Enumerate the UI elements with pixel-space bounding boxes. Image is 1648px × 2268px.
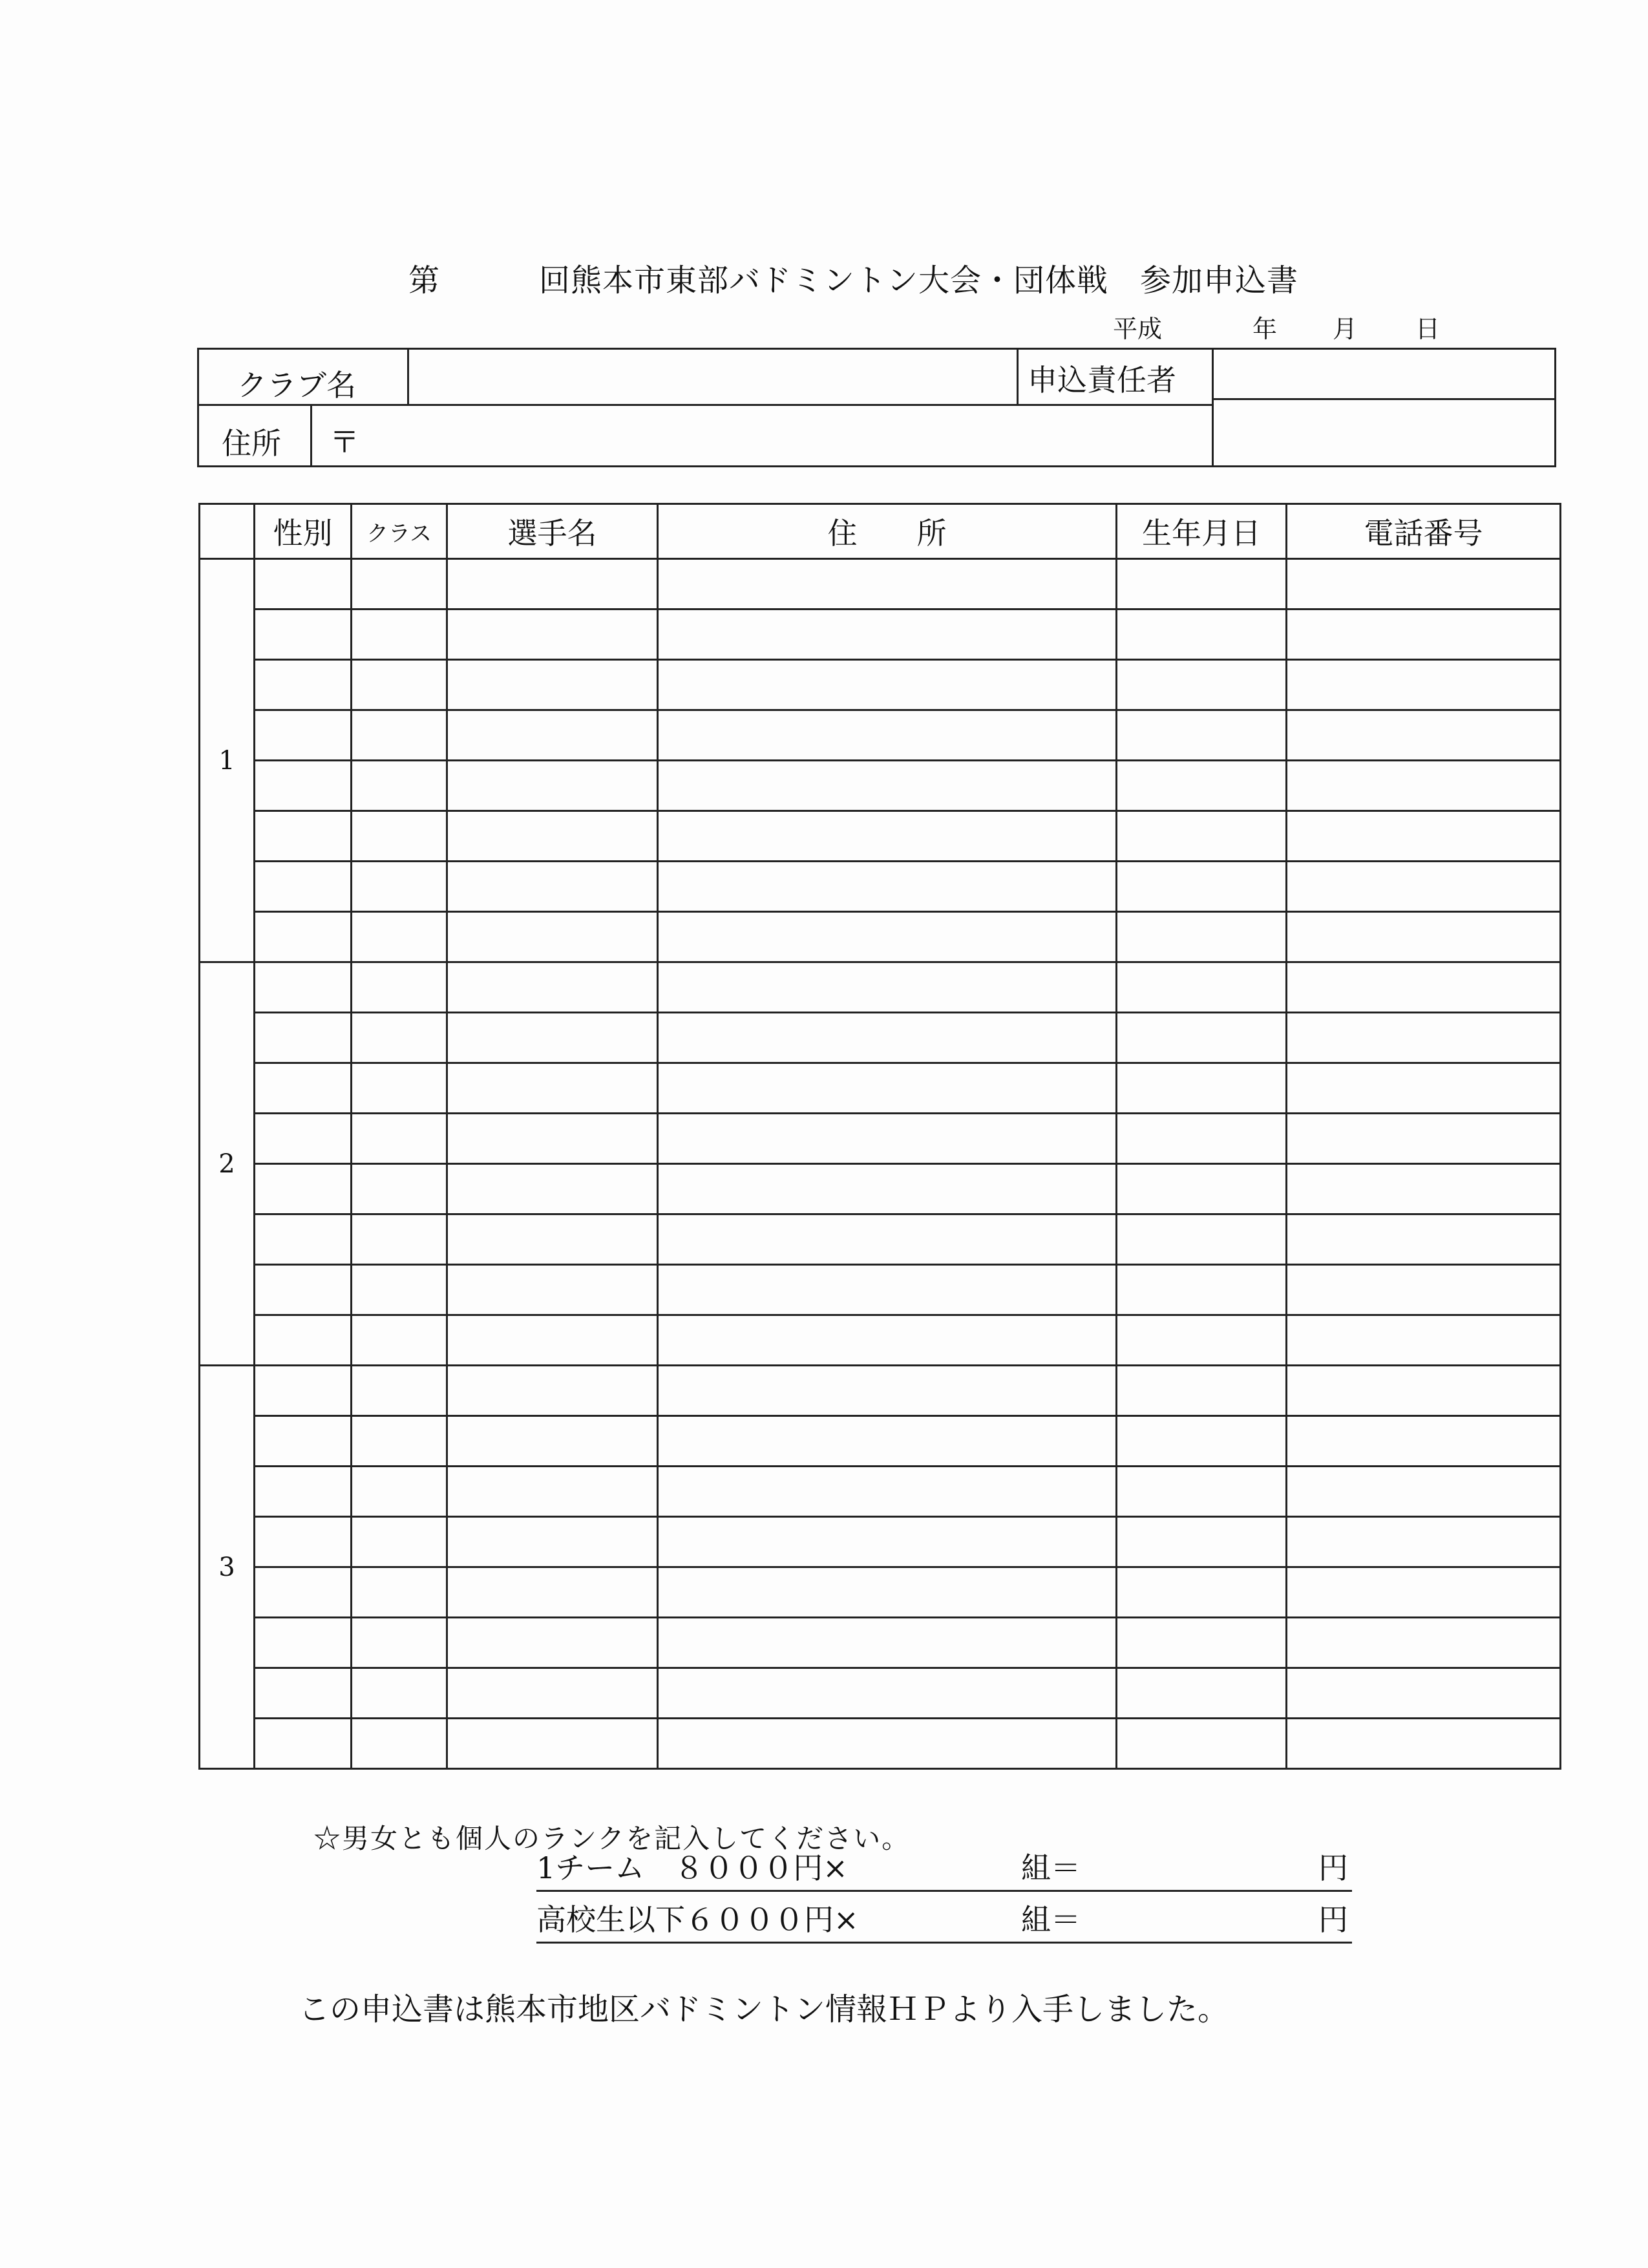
- table-row: [200, 1719, 1561, 1769]
- gender-cell[interactable]: [255, 609, 352, 660]
- header-phone: 電話番号: [1287, 504, 1561, 559]
- player-name-cell[interactable]: [447, 862, 658, 912]
- phone-cell[interactable]: [1287, 1366, 1561, 1416]
- gender-cell[interactable]: [255, 1013, 352, 1063]
- gender-cell[interactable]: [255, 761, 352, 811]
- rank-note: ☆男女とも個人のランクを記入してください。: [313, 1823, 911, 1854]
- class-cell[interactable]: [352, 1114, 447, 1164]
- gender-cell[interactable]: [255, 1467, 352, 1517]
- address-cell[interactable]: [658, 1467, 1117, 1517]
- player-name-cell[interactable]: [447, 1265, 658, 1315]
- phone-cell[interactable]: [1287, 1719, 1561, 1769]
- phone-cell[interactable]: [1287, 1265, 1561, 1315]
- gender-cell[interactable]: [255, 1567, 352, 1618]
- fee-highschool-currency: 円: [1318, 1902, 1348, 1937]
- birthdate-cell[interactable]: [1117, 710, 1287, 761]
- class-cell[interactable]: [352, 1214, 447, 1265]
- birthdate-cell[interactable]: [1117, 1063, 1287, 1114]
- phone-cell[interactable]: [1287, 1164, 1561, 1214]
- address-cell[interactable]: [658, 1214, 1117, 1265]
- table-row: [200, 559, 1561, 609]
- class-cell[interactable]: [352, 1618, 447, 1668]
- player-name-cell[interactable]: [447, 1567, 658, 1618]
- address-cell[interactable]: [658, 1164, 1117, 1214]
- player-name-cell[interactable]: [447, 1719, 658, 1769]
- birthdate-cell[interactable]: [1117, 811, 1287, 862]
- phone-cell[interactable]: [1287, 1114, 1561, 1164]
- phone-cell[interactable]: [1287, 609, 1561, 660]
- postal-mark: 〒: [330, 425, 359, 460]
- birthdate-cell[interactable]: [1117, 962, 1287, 1013]
- player-name-cell[interactable]: [447, 1416, 658, 1467]
- table-row: [200, 962, 1561, 1013]
- phone-cell[interactable]: [1287, 1567, 1561, 1618]
- fee-team-currency: 円: [1318, 1850, 1348, 1885]
- address-cell[interactable]: [658, 912, 1117, 962]
- birthdate-cell[interactable]: [1117, 1214, 1287, 1265]
- class-cell[interactable]: [352, 1265, 447, 1315]
- address-cell[interactable]: [658, 1618, 1117, 1668]
- phone-cell[interactable]: [1287, 1214, 1561, 1265]
- table-row: [200, 1366, 1561, 1416]
- phone-cell[interactable]: [1287, 710, 1561, 761]
- address-cell[interactable]: [658, 1013, 1117, 1063]
- player-name-cell[interactable]: [447, 811, 658, 862]
- player-name-cell[interactable]: [447, 912, 658, 962]
- class-cell[interactable]: [352, 1063, 447, 1114]
- player-name-cell[interactable]: [447, 559, 658, 609]
- birthdate-cell[interactable]: [1117, 761, 1287, 811]
- class-cell[interactable]: [352, 912, 447, 962]
- player-name-cell[interactable]: [447, 1063, 658, 1114]
- birthdate-cell[interactable]: [1117, 559, 1287, 609]
- header-class: クラス: [352, 504, 447, 559]
- club-info-box: [197, 348, 1556, 467]
- table-row: [200, 1315, 1561, 1366]
- player-name-cell[interactable]: [447, 1164, 658, 1214]
- phone-cell[interactable]: [1287, 559, 1561, 609]
- gender-cell[interactable]: [255, 559, 352, 609]
- gender-cell[interactable]: [255, 1366, 352, 1416]
- table-row: [200, 710, 1561, 761]
- address-cell[interactable]: [658, 811, 1117, 862]
- gender-cell[interactable]: [255, 1719, 352, 1769]
- player-name-cell[interactable]: [447, 962, 658, 1013]
- header-player-name: 選手名: [447, 504, 658, 559]
- class-cell[interactable]: [352, 1013, 447, 1063]
- class-cell[interactable]: [352, 1719, 447, 1769]
- phone-cell[interactable]: [1287, 1315, 1561, 1366]
- birthdate-cell[interactable]: [1117, 862, 1287, 912]
- phone-cell[interactable]: [1287, 1063, 1561, 1114]
- phone-cell[interactable]: [1287, 1618, 1561, 1668]
- table-row: [200, 1618, 1561, 1668]
- address-cell[interactable]: [658, 1567, 1117, 1618]
- gender-cell[interactable]: [255, 1517, 352, 1567]
- date-era: 平成: [1113, 315, 1163, 343]
- applicant-divider: [1212, 348, 1214, 467]
- table-row: [200, 862, 1561, 912]
- class-cell[interactable]: [352, 710, 447, 761]
- birthdate-cell[interactable]: [1117, 1517, 1287, 1567]
- header-team: [200, 504, 255, 559]
- header-birthdate: 生年月日: [1117, 504, 1287, 559]
- phone-cell[interactable]: [1287, 862, 1561, 912]
- address-cell[interactable]: [658, 1719, 1117, 1769]
- team-number-cell: 1: [200, 559, 255, 962]
- club-info-border: [197, 348, 1556, 467]
- phone-cell[interactable]: [1287, 962, 1561, 1013]
- gender-cell[interactable]: [255, 1315, 352, 1366]
- player-name-cell[interactable]: [447, 1668, 658, 1719]
- class-cell[interactable]: [352, 660, 447, 710]
- date-line: [0, 309, 1648, 348]
- applicant-label: 申込責任者: [1028, 363, 1176, 397]
- phone-cell[interactable]: [1287, 811, 1561, 862]
- player-name-cell[interactable]: [447, 1013, 658, 1063]
- gender-cell[interactable]: [255, 1668, 352, 1719]
- table-header-row: [200, 504, 1561, 559]
- table-row: [200, 609, 1561, 660]
- fee-highschool-item: 高校生以下６０００円×: [536, 1902, 859, 1937]
- gender-cell[interactable]: [255, 1063, 352, 1114]
- address-cell[interactable]: [658, 862, 1117, 912]
- table-row: [200, 1517, 1561, 1567]
- gender-cell[interactable]: [255, 912, 352, 962]
- birthdate-cell[interactable]: [1117, 1416, 1287, 1467]
- player-name-cell[interactable]: [447, 710, 658, 761]
- birthdate-cell[interactable]: [1117, 1467, 1287, 1517]
- footer-note: この申込書は熊本市地区バドミントン情報ＨＰより入手しました。: [299, 1991, 1229, 2028]
- class-cell[interactable]: [352, 862, 447, 912]
- address-cell[interactable]: [658, 1063, 1117, 1114]
- birthdate-cell[interactable]: [1117, 1618, 1287, 1668]
- birthdate-cell[interactable]: [1117, 1719, 1287, 1769]
- birthdate-cell[interactable]: [1117, 1567, 1287, 1618]
- table-row: [200, 1214, 1561, 1265]
- address-cell[interactable]: [658, 710, 1117, 761]
- birthdate-cell[interactable]: [1117, 1265, 1287, 1315]
- table-row: [200, 1416, 1561, 1467]
- class-cell[interactable]: [352, 761, 447, 811]
- date-month[interactable]: 月: [1333, 315, 1358, 343]
- team-number-cell: 2: [200, 962, 255, 1366]
- class-cell[interactable]: [352, 1567, 447, 1618]
- class-cell[interactable]: [352, 1467, 447, 1517]
- birthdate-cell[interactable]: [1117, 609, 1287, 660]
- class-cell[interactable]: [352, 962, 447, 1013]
- club-name-divider: [1017, 348, 1019, 404]
- player-name-cell[interactable]: [447, 761, 658, 811]
- player-name-cell[interactable]: [447, 1366, 658, 1416]
- player-name-cell[interactable]: [447, 1467, 658, 1517]
- birthdate-cell[interactable]: [1117, 1164, 1287, 1214]
- table-row: [200, 912, 1561, 962]
- class-cell[interactable]: [352, 609, 447, 660]
- address-label: 住所: [222, 426, 281, 461]
- fee-team-item: 1チーム ８０００円×: [536, 1850, 848, 1885]
- birthdate-cell[interactable]: [1117, 660, 1287, 710]
- fee-line-highschool: [536, 1902, 1352, 1944]
- table-row: [200, 1467, 1561, 1517]
- table-row: [200, 1063, 1561, 1114]
- class-cell[interactable]: [352, 1366, 447, 1416]
- class-cell[interactable]: [352, 1517, 447, 1567]
- header-address: 住 所: [658, 504, 1117, 559]
- class-cell[interactable]: [352, 1668, 447, 1719]
- table-row: [200, 1567, 1561, 1618]
- player-name-cell[interactable]: [447, 1114, 658, 1164]
- fee-highschool-unit: 組＝: [1021, 1902, 1081, 1937]
- table-row: [200, 761, 1561, 811]
- phone-cell[interactable]: [1287, 761, 1561, 811]
- phone-cell[interactable]: [1287, 1668, 1561, 1719]
- title-prefix: 第: [408, 262, 440, 299]
- address-cell[interactable]: [658, 559, 1117, 609]
- table-row: [200, 1164, 1561, 1214]
- date-day[interactable]: 日: [1415, 315, 1441, 343]
- gender-cell[interactable]: [255, 962, 352, 1013]
- table-row: [200, 1668, 1561, 1719]
- phone-cell[interactable]: [1287, 660, 1561, 710]
- club-label-divider: [407, 348, 409, 404]
- team-number-cell: 3: [200, 1366, 255, 1769]
- player-name-cell[interactable]: [447, 1315, 658, 1366]
- form-title: [0, 255, 1648, 307]
- table-row: [200, 1114, 1561, 1164]
- player-name-cell[interactable]: [447, 660, 658, 710]
- phone-cell[interactable]: [1287, 1416, 1561, 1467]
- address-cell[interactable]: [658, 1114, 1117, 1164]
- gender-cell[interactable]: [255, 1214, 352, 1265]
- address-cell[interactable]: [658, 761, 1117, 811]
- club-name-label: クラブ名: [237, 368, 356, 403]
- birthdate-cell[interactable]: [1117, 1366, 1287, 1416]
- class-cell[interactable]: [352, 559, 447, 609]
- player-table: [198, 503, 1561, 1770]
- address-cell[interactable]: [658, 1416, 1117, 1467]
- class-cell[interactable]: [352, 1315, 447, 1366]
- gender-cell[interactable]: [255, 1618, 352, 1668]
- gender-cell[interactable]: [255, 1164, 352, 1214]
- phone-cell[interactable]: [1287, 1467, 1561, 1517]
- phone-cell[interactable]: [1287, 1517, 1561, 1567]
- address-cell[interactable]: [658, 1265, 1117, 1315]
- player-name-cell[interactable]: [447, 1618, 658, 1668]
- gender-cell[interactable]: [255, 660, 352, 710]
- birthdate-cell[interactable]: [1117, 1315, 1287, 1366]
- table-row: [200, 1265, 1561, 1315]
- class-cell[interactable]: [352, 1416, 447, 1467]
- date-year[interactable]: 年: [1252, 315, 1278, 343]
- phone-cell[interactable]: [1287, 1013, 1561, 1063]
- birthdate-cell[interactable]: [1117, 1013, 1287, 1063]
- address-cell[interactable]: [658, 1315, 1117, 1366]
- fee-team-unit: 組＝: [1021, 1850, 1081, 1885]
- table-row: [200, 660, 1561, 710]
- address-label-divider: [310, 404, 312, 467]
- address-cell[interactable]: [658, 1668, 1117, 1719]
- address-cell[interactable]: [658, 1366, 1117, 1416]
- title-main: 回熊本市東部バドミントン大会・団体戦 参加申込書: [539, 262, 1299, 299]
- class-cell[interactable]: [352, 1164, 447, 1214]
- player-name-cell[interactable]: [447, 1214, 658, 1265]
- player-name-cell[interactable]: [447, 1517, 658, 1567]
- address-cell[interactable]: [658, 962, 1117, 1013]
- birthdate-cell[interactable]: [1117, 1114, 1287, 1164]
- birthdate-cell[interactable]: [1117, 912, 1287, 962]
- gender-cell[interactable]: [255, 1114, 352, 1164]
- applicant-row-divider: [1212, 398, 1556, 400]
- birthdate-cell[interactable]: [1117, 1668, 1287, 1719]
- player-name-cell[interactable]: [447, 609, 658, 660]
- class-cell[interactable]: [352, 811, 447, 862]
- gender-cell[interactable]: [255, 811, 352, 862]
- address-cell[interactable]: [658, 609, 1117, 660]
- fee-line-team: [536, 1850, 1352, 1892]
- gender-cell[interactable]: [255, 710, 352, 761]
- gender-cell[interactable]: [255, 1416, 352, 1467]
- gender-cell[interactable]: [255, 1265, 352, 1315]
- table-row: [200, 1013, 1561, 1063]
- address-cell[interactable]: [658, 660, 1117, 710]
- address-cell[interactable]: [658, 1517, 1117, 1567]
- gender-cell[interactable]: [255, 862, 352, 912]
- header-gender: 性別: [255, 504, 352, 559]
- table-row: [200, 811, 1561, 862]
- phone-cell[interactable]: [1287, 912, 1561, 962]
